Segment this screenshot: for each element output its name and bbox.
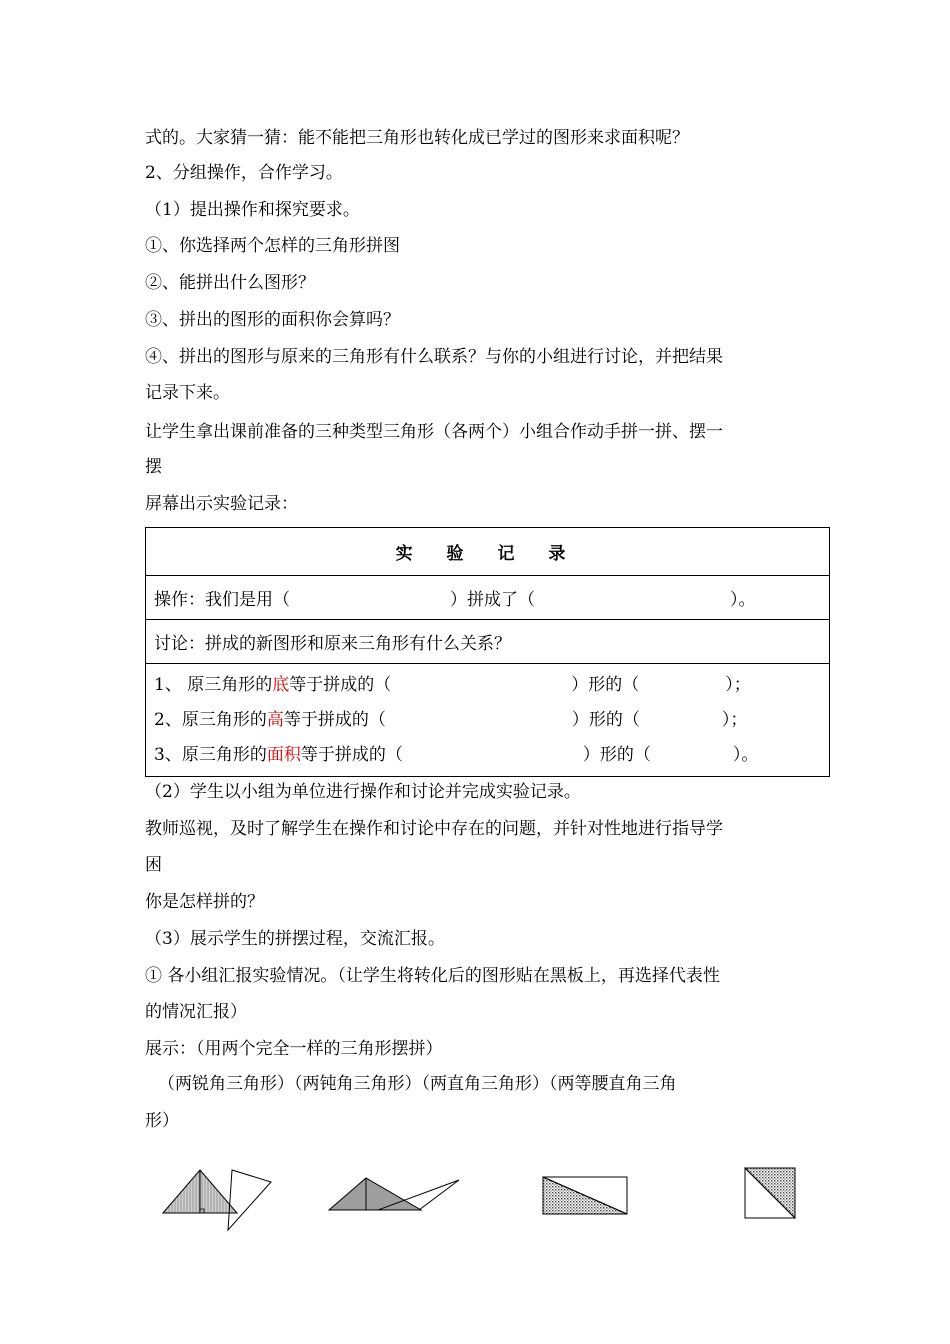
paragraph-teacher-patrol-continued: 困 bbox=[145, 855, 162, 875]
triangle-figures bbox=[0, 1150, 950, 1250]
answer-line-2 bbox=[154, 703, 821, 738]
answer-3-end: ）。 bbox=[732, 744, 759, 765]
answer-1-prefix: 1、 原三角形的 bbox=[154, 674, 273, 695]
right-triangles-rectangle-figure bbox=[543, 1177, 627, 1214]
answer-3-middle: 等于拼成的（ bbox=[300, 744, 403, 765]
question-4-continued: 记录下来。 bbox=[145, 383, 230, 403]
answer-3-prefix: 3、原三角形的 bbox=[154, 744, 267, 765]
answer-line-3 bbox=[154, 738, 821, 773]
paragraph-triangle-types-continued: 形） bbox=[145, 1111, 179, 1131]
record-title: 实 验 记 录 bbox=[146, 528, 830, 576]
answer-3-keyword: 面积 bbox=[266, 744, 301, 765]
paragraph-teacher-patrol: 教师巡视，及时了解学生在操作和讨论中存在的问题，并针对性地进行指导学 bbox=[145, 819, 723, 839]
question-3: ③、拼出的图形的面积你会算吗？ bbox=[145, 310, 400, 330]
answer-1-shape-label: ）形的（ bbox=[571, 674, 640, 695]
acute-triangles-figure bbox=[163, 1170, 271, 1230]
isosceles-right-triangles-square-figure bbox=[745, 1168, 795, 1218]
section-heading-group-work: 2、分组操作，合作学习。 bbox=[145, 163, 343, 183]
paragraph-triangle-types: （两锐角三角形）（两钝角三角形）（两直角三角形）（两等腰直角三角 bbox=[158, 1074, 677, 1094]
paragraph-display: 展示：（用两个完全一样的三角形摆拼） bbox=[145, 1039, 443, 1059]
paragraph-student-activity-continued: 摆 bbox=[145, 457, 162, 477]
record-operation-row bbox=[146, 576, 830, 620]
answer-2-keyword: 高 bbox=[266, 709, 284, 730]
question-4: ④、拼出的图形与原来的三角形有什么联系？与你的小组进行讨论，并把结果 bbox=[145, 347, 723, 367]
experiment-record-table bbox=[145, 527, 830, 777]
record-answers-cell bbox=[146, 664, 830, 777]
step-1-heading: （1）提出操作和探究要求。 bbox=[145, 200, 360, 220]
paragraph-student-activity: 让学生拿出课前准备的三种类型三角形（各两个）小组合作动手拼一拼、摆一 bbox=[145, 422, 723, 442]
step-2-paragraph: （2）学生以小组为单位进行操作和讨论并完成实验记录。 bbox=[145, 782, 581, 802]
paragraph-group-report-continued: 的情况汇报） bbox=[145, 1002, 247, 1022]
answer-1-keyword: 底 bbox=[272, 674, 290, 695]
obtuse-triangles-figure bbox=[329, 1178, 459, 1210]
operation-end: ）。 bbox=[730, 590, 756, 610]
operation-label: 操作：我们是用（ bbox=[154, 590, 290, 610]
question-how-assembled: 你是怎样拼的？ bbox=[145, 892, 264, 912]
question-1: ①、你选择两个怎样的三角形拼图 bbox=[145, 236, 400, 256]
answer-2-shape-label: ）形的（ bbox=[571, 709, 640, 730]
answer-1-end: ）； bbox=[725, 674, 751, 695]
operation-joined-label: ）拼成了（ bbox=[450, 590, 535, 610]
step-3-heading: （3）展示学生的拼摆过程，交流汇报。 bbox=[145, 929, 445, 949]
answer-2-end: ）； bbox=[721, 709, 748, 730]
record-discussion-row: 讨论：拼成的新图形和原来三角形有什么关系？ bbox=[146, 620, 830, 664]
answer-line-1 bbox=[154, 668, 821, 703]
answer-2-prefix: 2、原三角形的 bbox=[154, 709, 267, 730]
paragraph-intro-end: 式的。大家猜一猜：能不能把三角形也转化成已学过的图形来求面积呢？ bbox=[145, 128, 689, 148]
answer-3-shape-label: ）形的（ bbox=[582, 744, 651, 765]
question-2: ②、能拼出什么图形？ bbox=[145, 273, 315, 293]
paragraph-group-report: ① 各小组汇报实验情况。（让学生将转化后的图形贴在黑板上，再选择代表性 bbox=[145, 966, 720, 986]
answer-2-middle: 等于拼成的（ bbox=[283, 709, 386, 730]
answer-1-middle: 等于拼成的（ bbox=[289, 674, 392, 695]
paragraph-screen-shows: 屏幕出示实验记录： bbox=[145, 494, 298, 514]
